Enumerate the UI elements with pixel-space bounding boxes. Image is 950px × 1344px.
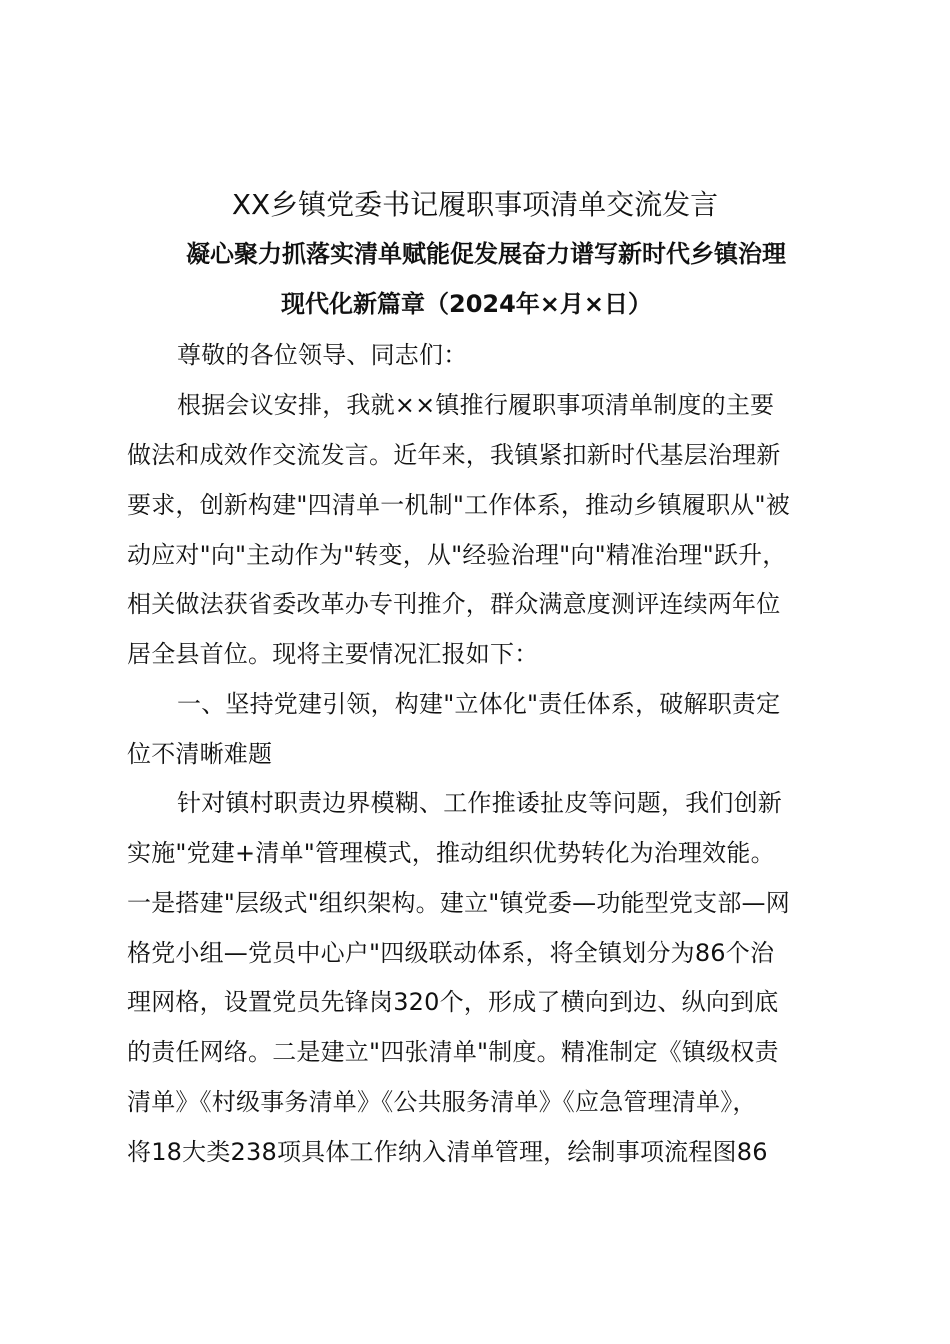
body-line: 格党小组—党员中心户"四级联动体系，将全镇划分为86个治 xyxy=(127,939,775,967)
body-line: 针对镇村职责边界模糊、工作推诿扯皮等问题，我们创新 xyxy=(177,789,782,817)
body-line: 相关做法获省委改革办专刊推介，群众满意度测评连续两年位 xyxy=(127,590,781,618)
salutation: 尊敬的各位领导、同志们： xyxy=(177,341,468,369)
body-line: 根据会议安排，我就××镇推行履职事项清单制度的主要 xyxy=(177,391,775,419)
body-line: 将18大类238项具体工作纳入清单管理，绘制事项流程图86 xyxy=(127,1138,768,1166)
body-line: 居全县首位。现将主要情况汇报如下： xyxy=(127,640,539,668)
subtitle-line-2: 现代化新篇章（2024年×月×日） xyxy=(281,290,653,318)
body-line: 一是搭建"层级式"组织架构。建立"镇党委—功能型党支部—网 xyxy=(127,889,790,917)
body-line: 做法和成效作交流发言。近年来，我镇紧扣新时代基层治理新 xyxy=(127,441,781,469)
body-line: 清单》《村级事务清单》《公共服务清单》《应急管理清单》， xyxy=(127,1088,757,1116)
document-title: XX乡镇党委书记履职事项清单交流发言 xyxy=(231,188,719,221)
body-line: 理网格，设置党员先锋岗320个，形成了横向到边、纵向到底 xyxy=(127,988,779,1016)
body-line: 要求，创新构建"四清单一机制"工作体系，推动乡镇履职从"被 xyxy=(127,491,790,519)
subtitle-line-1: 凝心聚力抓落实清单赋能促发展奋力谱写新时代乡镇治理 xyxy=(186,240,786,268)
section-heading-line: 一、坚持党建引领，构建"立体化"责任体系，破解职责定 xyxy=(177,690,781,718)
body-line: 实施"党建+清单"管理模式，推动组织优势转化为治理效能。 xyxy=(127,839,775,867)
body-line: 的责任网络。二是建立"四张清单"制度。精准制定《镇级权责 xyxy=(127,1038,779,1066)
body-line: 动应对"向"主动作为"转变，从"经验治理"向"精准治理"跃升， xyxy=(127,541,787,569)
section-heading-line: 位不清晰难题 xyxy=(127,740,273,768)
